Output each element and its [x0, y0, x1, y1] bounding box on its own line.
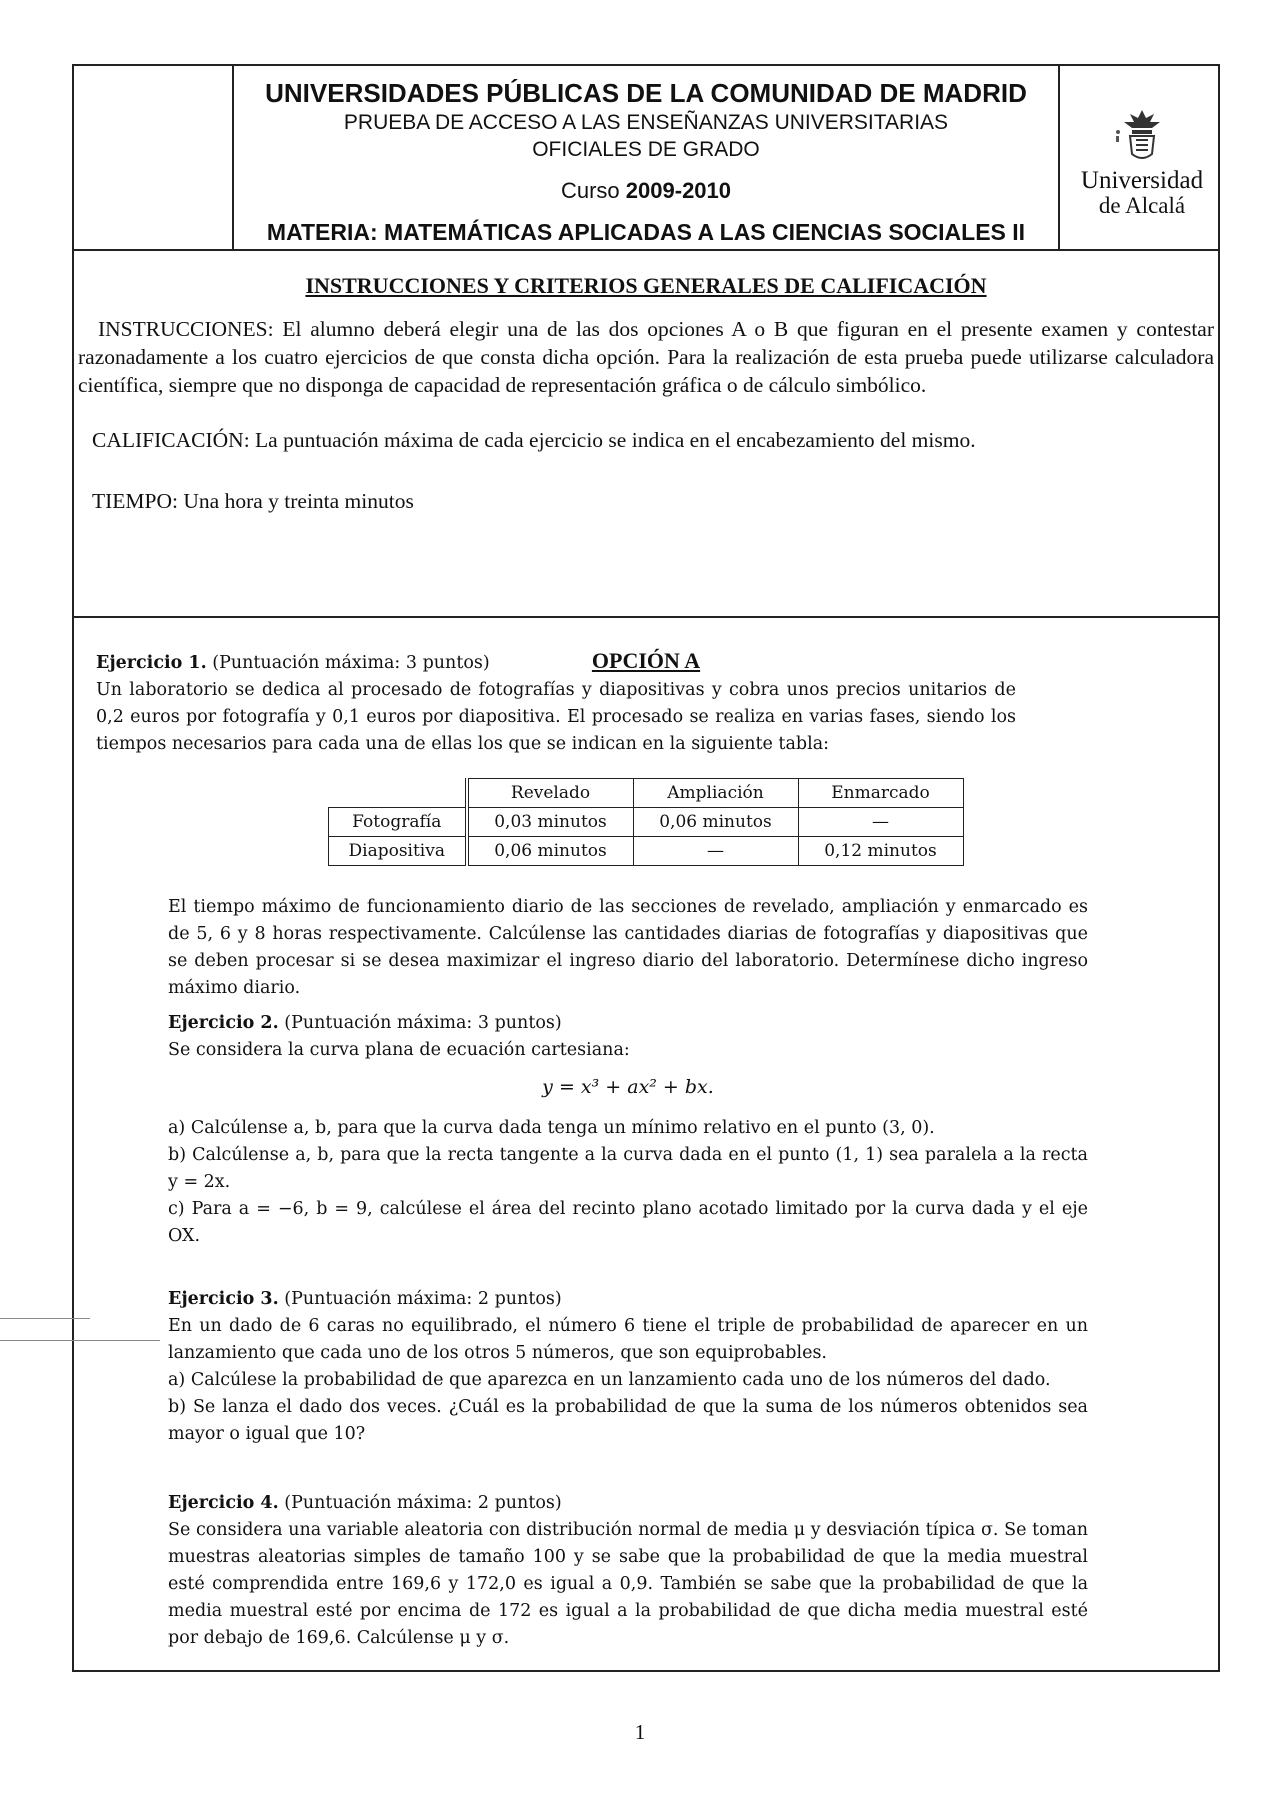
exercise-3-part-b: b) Se lanza el dado dos veces. ¿Cuál es la probabilidad de que la suma de los números obtenidos sea mayor o igual que 10? — [168, 1397, 1088, 1444]
exercise-2-text: Se considera la curva plana de ecuación cartesiana: — [168, 1040, 630, 1060]
exercise-3-part-a: a) Calcúlese la probabilidad de que aparezca en un lanzamiento cada uno de los números del dado. — [168, 1370, 1051, 1390]
exercise-1-heading — [96, 650, 1016, 677]
header-title: UNIVERSIDADES PÚBLICAS DE LA COMUNIDAD DE MADRID — [265, 78, 1027, 108]
table-cell: 0,06 minutos — [633, 808, 798, 837]
exercise-4-heading — [168, 1490, 1088, 1517]
exercise-2-formula: y = x³ + ax² + bx. — [542, 1076, 714, 1098]
instructions-title: INSTRUCCIONES Y CRITERIOS GENERALES DE CALIFICACIÓN — [305, 273, 987, 298]
table-cell: 0,03 minutos — [467, 808, 634, 837]
exercise-1-points: (Puntuación máxima: 3 puntos) — [212, 653, 490, 673]
exercise-4-points: (Puntuación máxima: 2 puntos) — [284, 1493, 562, 1513]
instructions-text: INSTRUCCIONES: El alumno deberá elegir una de las dos opciones A o B que figuran en el presente examen y contestar razonadamente a los cuatro ejercicios de que consta dicha opción. Para la realización de esta prueba puede utilizarse calculadora científica, siempre que no disponga de capacidad de representación gráfica o de cálculo simbólico. — [78, 317, 1214, 397]
table-cell: 0,06 minutos — [467, 837, 634, 866]
exercise-1 — [96, 650, 1016, 758]
table-row — [329, 808, 964, 837]
scan-mark — [0, 1318, 90, 1319]
exercise-1-title: Ejercicio 1. — [96, 653, 207, 673]
exercise-1-continuation — [168, 894, 1088, 1002]
exercise-2-part-b: b) Calcúlense a, b, para que la recta tangente a la curva dada en el punto (1, 1) sea paralela a la recta y = 2x. — [168, 1145, 1088, 1192]
exercise-1-table — [328, 778, 964, 866]
exercise-2-title: Ejercicio 2. — [168, 1013, 279, 1033]
university-crest-icon — [1110, 106, 1174, 164]
table-header-row — [329, 779, 964, 808]
exercise-3-text: En un dado de 6 caras no equilibrado, el número 6 tiene el triple de probabilidad de aparecer en un lanzamiento que cada uno de los otros 5 números, que son equiprobables. — [168, 1316, 1088, 1363]
logo-text-line2: de Alcalá — [1098, 193, 1186, 218]
header-subtitle-1: PRUEBA DE ACCESO A LAS ENSEÑANZAS UNIVERSITARIAS — [343, 111, 949, 134]
exercise-1-text-2: El tiempo máximo de funcionamiento diario de las secciones de revelado, ampliación y enmarcado es de 5, 6 y 8 horas respectivamente. Calcúlense las cantidades diarias de fotografías y diapositivas que se deben procesar si se desea maximizar el ingreso diario del laboratorio. Determínese dicho ingreso máximo diario. — [168, 897, 1088, 998]
header-right-cell — [1058, 66, 1218, 249]
table-col-header: Revelado — [467, 779, 634, 808]
exercise-2-points: (Puntuación máxima: 3 puntos) — [284, 1013, 562, 1033]
exercise-2 — [168, 1010, 1088, 1250]
header-subject — [234, 219, 1058, 246]
exercise-3-points: (Puntuación máxima: 2 puntos) — [284, 1289, 562, 1309]
exam-header — [74, 66, 1218, 251]
exercise-3-heading — [168, 1286, 1088, 1313]
exercise-4 — [168, 1490, 1088, 1652]
exercise-2-part-a: a) Calcúlense a, b, para que la curva dada tenga un mínimo relativo en el punto (3, 0). — [168, 1118, 935, 1138]
logo-text-line1: Universidad — [1080, 167, 1204, 194]
table-row-label: Fotografía — [329, 808, 467, 837]
table-corner — [329, 779, 467, 808]
instructions-section — [74, 251, 1218, 618]
course-label: Curso — [560, 178, 620, 203]
header-left-cell — [74, 66, 234, 249]
table-col-header: Enmarcado — [798, 779, 963, 808]
table-cell: 0,12 minutos — [798, 837, 963, 866]
page-number: 1 — [634, 1720, 646, 1744]
exercise-2-part-c: c) Para a = −6, b = 9, calcúlese el área del recinto plano acotado limitado por la curva dada y el eje OX. — [168, 1199, 1088, 1246]
table-cell: — — [798, 808, 963, 837]
grading-text: CALIFICACIÓN: La puntuación máxima de cada ejercicio se indica en el encabezamiento del mismo. — [92, 428, 976, 452]
exercise-4-text: Se considera una variable aleatoria con distribución normal de media μ y desviación típica σ. Se toman muestras aleatorias simples de tamaño 100 y se sabe que la probabilidad de que la media muestral esté comprendida entre 169,6 y 172,0 es igual a 0,9. También se sabe que la probabilidad de que la media muestral esté por encima de 172 es igual a la probabilidad de que dicha media muestral esté por debajo de 169,6. Calcúlense μ y σ. — [168, 1520, 1088, 1648]
subject-value: MATEMÁTICAS APLICADAS A LAS CIENCIAS SOCIALES II — [384, 219, 1026, 245]
scan-mark — [0, 1340, 160, 1341]
table-col-header: Ampliación — [633, 779, 798, 808]
exercise-3-title: Ejercicio 3. — [168, 1289, 279, 1309]
table-cell: — — [633, 837, 798, 866]
university-logo — [1074, 106, 1210, 218]
times-table — [328, 778, 964, 866]
subject-label: MATERIA: — [266, 219, 378, 245]
exercise-4-title: Ejercicio 4. — [168, 1493, 279, 1513]
time-text: TIEMPO: Una hora y treinta minutos — [92, 489, 414, 513]
exercise-3 — [168, 1286, 1088, 1448]
option-title-text: OPCIÓN A — [591, 648, 701, 673]
exercise-1-text: Un laboratorio se dedica al procesado de fotografías y diapositivas y cobra unos precios unitarios de 0,2 euros por fotografía y 0,1 euros por diapositiva. El procesado se realiza en varias fases, siendo los tiempos necesarios para cada una de ellas los que se indican en la siguiente tabla: — [96, 680, 1016, 754]
table-row-label: Diapositiva — [329, 837, 467, 866]
header-course — [234, 178, 1058, 204]
header-subtitle-2: OFICIALES DE GRADO — [532, 138, 760, 161]
header-center — [234, 66, 1058, 249]
table-row — [329, 837, 964, 866]
course-value: 2009-2010 — [625, 178, 732, 203]
exercise-2-heading — [168, 1010, 1088, 1037]
